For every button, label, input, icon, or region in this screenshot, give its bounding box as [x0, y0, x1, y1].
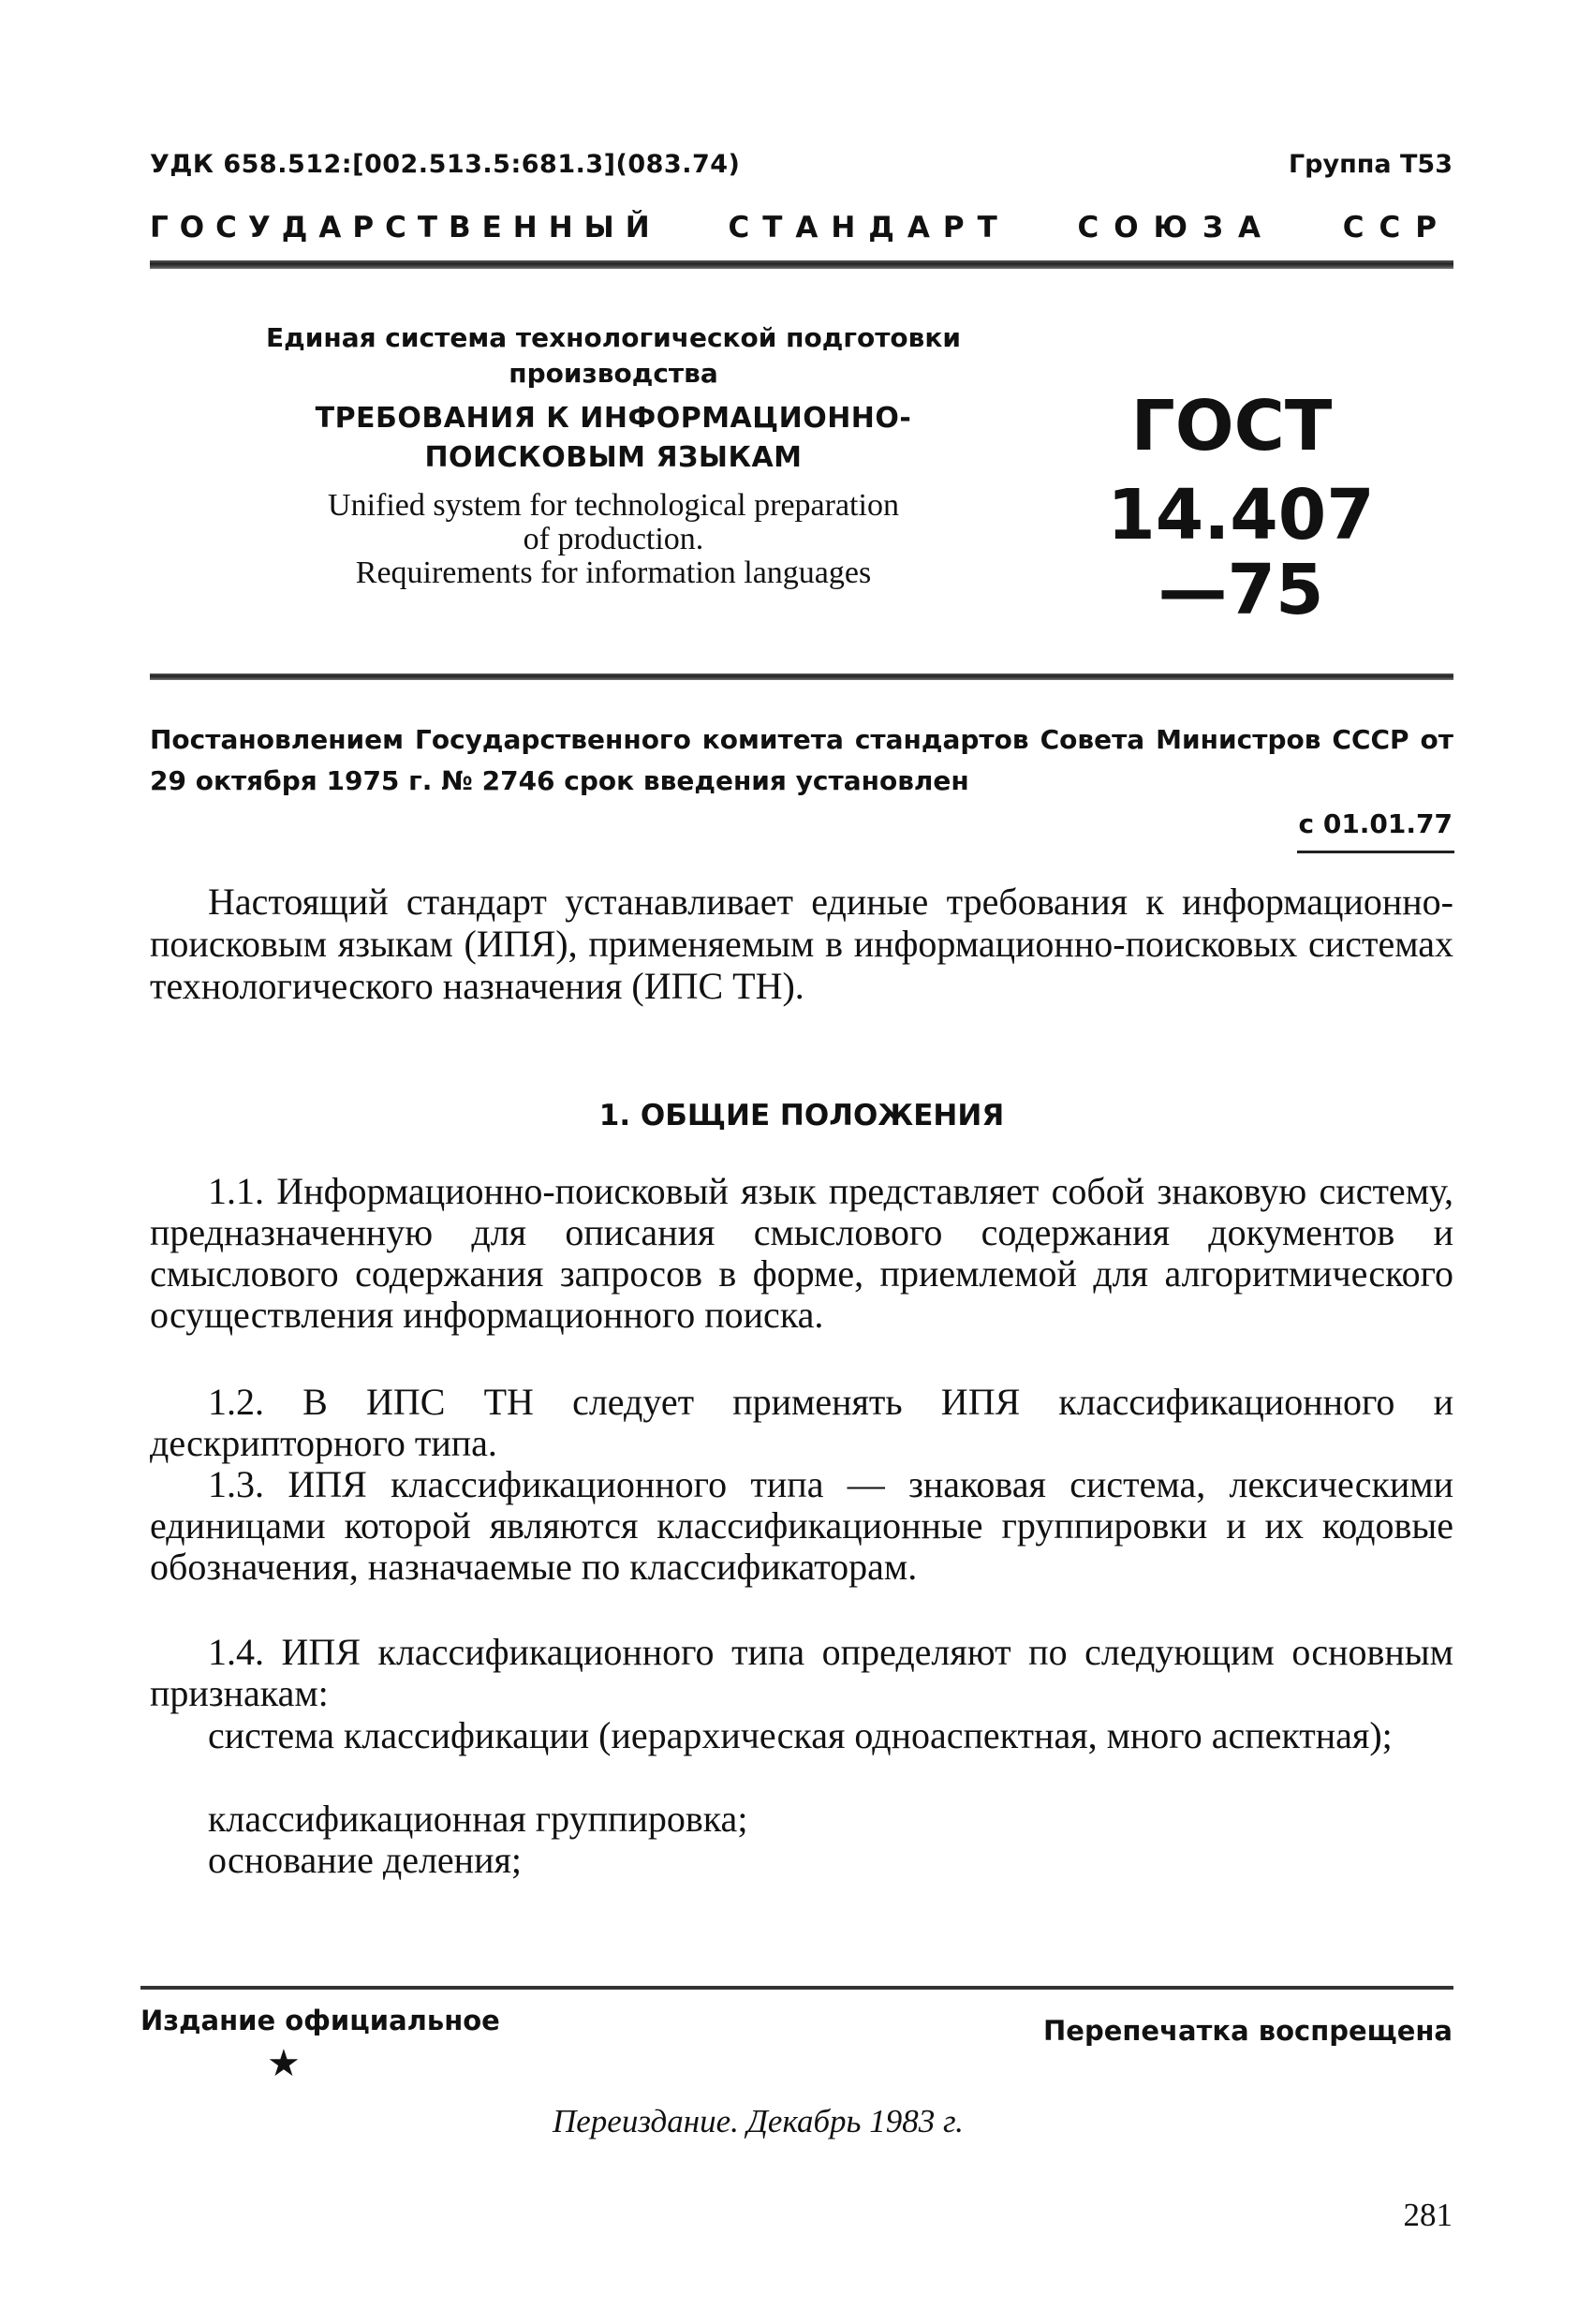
- effective-date: с 01.01.77: [1298, 808, 1453, 839]
- list-item: основание деления;: [208, 1839, 522, 1881]
- requirements-title-line-2: ПОИСКОВЫМ ЯЗЫКАМ: [424, 441, 803, 474]
- effective-date-underline: [1297, 851, 1454, 853]
- gost-label: ГОСТ: [1130, 386, 1333, 466]
- heading-word-state: ГОСУДАРСТВЕННЫЙ: [150, 211, 661, 244]
- section-title: 1. ОБЩИЕ ПОЛОЖЕНИЯ: [598, 1099, 1005, 1132]
- heading-word-ussr: ССР: [1342, 211, 1452, 244]
- footer-rule: [140, 1986, 1453, 1990]
- group-code: Группа Т53: [1288, 150, 1453, 179]
- heading-word-union: СОЮЗА: [1077, 211, 1276, 244]
- clause-1-2: 1.2. В ИПС ТН следует применять ИПЯ классификационного и дескрипторного типа.: [150, 1381, 1453, 1464]
- english-title-line-1: Unified system for technological preparation: [328, 488, 899, 523]
- english-title: [220, 489, 1007, 590]
- reprint-prohibited-label: Перепечатка воспрещена: [1043, 2015, 1453, 2047]
- list-item: классификационная группировка;: [208, 1798, 748, 1840]
- heading-word-standard: СТАНДАРТ: [728, 211, 1010, 244]
- system-title: Единая система технологической подготовки производства: [265, 322, 962, 389]
- reissue-note: Переиздание. Декабрь 1983 г.: [553, 2103, 964, 2139]
- requirements-title: [220, 399, 1007, 478]
- gost-number: 14.407—75: [1107, 475, 1375, 630]
- english-title-line-3: Requirements for information languages: [355, 555, 872, 590]
- star-icon: ★: [267, 2042, 301, 2084]
- clause-1-4: 1.4. ИПЯ классификационного типа определяют по следующим основным признакам:: [150, 1631, 1453, 1714]
- english-title-line-2: of production.: [523, 522, 704, 556]
- resolution-text: Постановлением Государственного комитета стандартов Совета Министров СССР от 29 октября 1975 г. № 2746 срок введения установлен: [150, 724, 1453, 796]
- intro-paragraph: Настоящий стандарт устанавливает единые требования к информационно-поисковым языкам (ИПЯ), применяемым в информационно-поисковых системах технологического назначения (ИПС ТН).: [150, 881, 1453, 1007]
- official-edition-label: Издание официальное: [140, 2005, 500, 2036]
- middle-rule: [150, 674, 1453, 680]
- requirements-title-line-1: ТРЕБОВАНИЯ К ИНФОРМАЦИОННО-: [315, 402, 912, 435]
- page-number: 281: [1403, 2197, 1453, 2233]
- list-item: система классификации (иерархическая одноаспектная, много аспектная);: [208, 1714, 1393, 1756]
- clause-1-1: 1.1. Информационно-поисковый язык представляет собой знаковую систему, предназначенную для описания смыслового содержания документов и смыслового содержания запросов в форме, приемлемой для алгоритмического осуществления информационного поиска.: [150, 1170, 1453, 1336]
- top-rule: [150, 260, 1453, 269]
- state-standard-heading: [150, 211, 1452, 244]
- udk-code: УДК 658.512:[002.513.5:681.3](083.74): [150, 150, 741, 179]
- clause-1-3: 1.3. ИПЯ классификационного типа — знаковая система, лексическими единицами которой являются классификационные группировки и их кодовые обозначения, назначаемые по классификаторам.: [150, 1463, 1453, 1588]
